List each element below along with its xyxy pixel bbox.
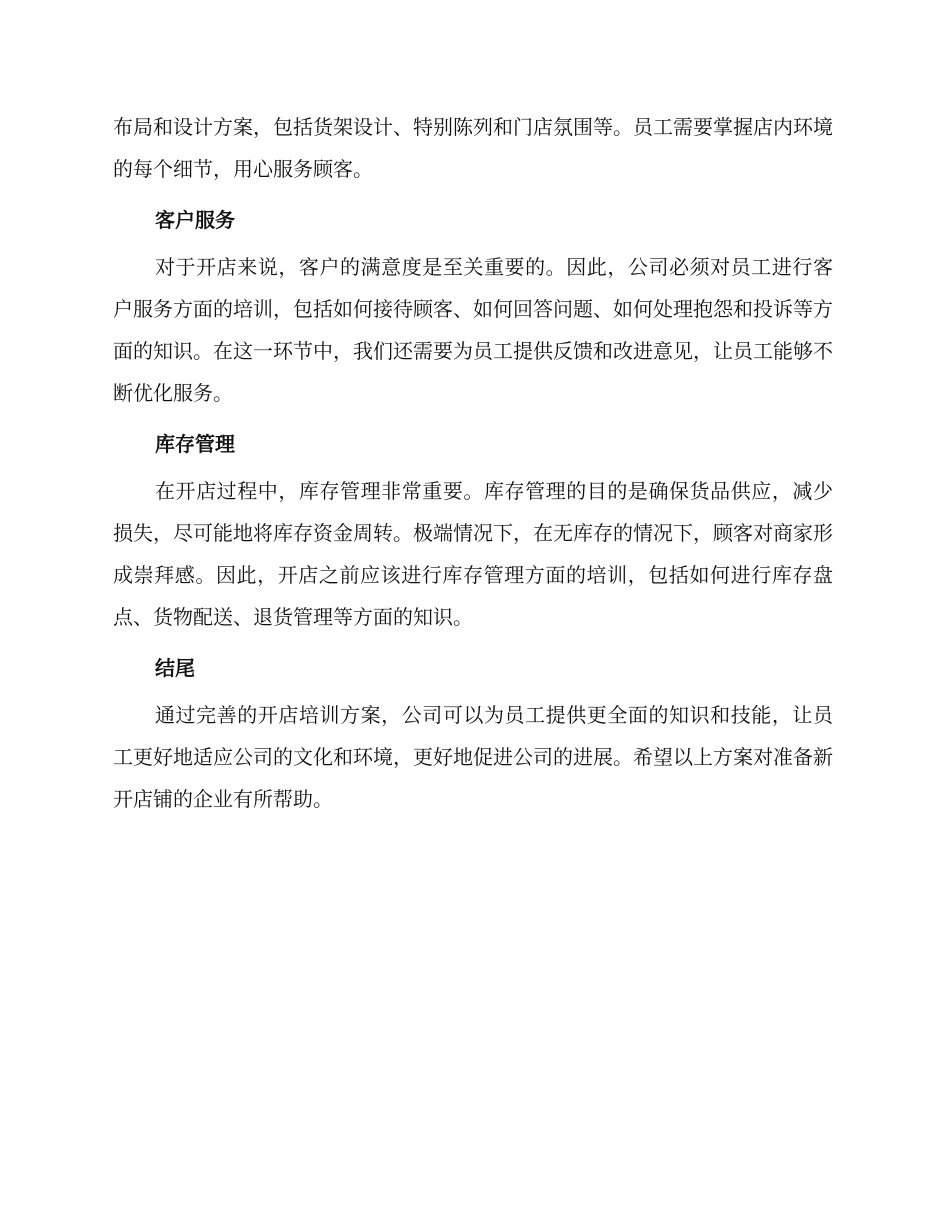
section-paragraph-inventory-management: 在开店过程中，库存管理非常重要。库存管理的目的是确保货品供应，减少损失，尽可能地将库存资金周转。极端情况下，在无库存的情况下，顾客对商家形成崇拜感。因此，开店之前应该进行库存管理方面的培训，包括如何进行库存盘点、货物配送、退货管理等方面的知识。 [113, 479, 833, 629]
section-paragraph-customer-service: 对于开店来说，客户的满意度是至关重要的。因此，公司必须对员工进行客户服务方面的培训，包括如何接待顾客、如何回答问题、如何处理抱怨和投诉等方面的知识。在这一环节中，我们还需要为员工提供反馈和改进意见，让员工能够不断优化服务。 [113, 255, 833, 405]
section-heading-inventory-management: 库存管理 [155, 432, 235, 456]
section-paragraph-conclusion: 通过完善的开店培训方案，公司可以为员工提供更全面的知识和技能，让员工更好地适应公司的文化和环境，更好地促进公司的进展。希望以上方案对准备新开店铺的企业有所帮助。 [113, 703, 833, 811]
document-body [113, 106, 833, 820]
section-heading-customer-service: 客户服务 [155, 208, 235, 232]
intro-paragraph: 布局和设计方案，包括货架设计、特别陈列和门店氛围等。员工需要掌握店内环境的每个细节，用心服务顾客。 [113, 115, 833, 181]
section-heading-conclusion: 结尾 [155, 656, 195, 680]
